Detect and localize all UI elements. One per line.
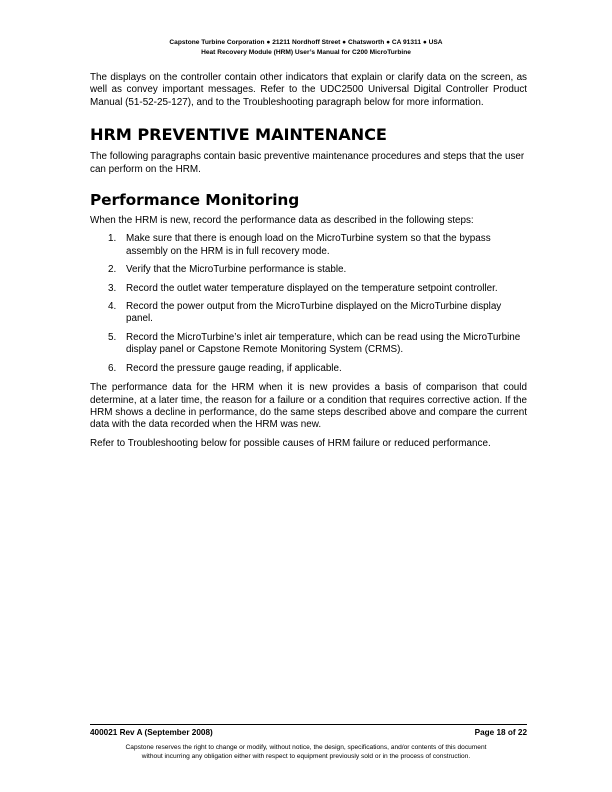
page-content [90, 72, 527, 450]
page-header [0, 38, 612, 57]
step-text: Verify that the MicroTurbine performance is stable. [126, 264, 347, 276]
step-text: Make sure that there is enough load on the MicroTurbine system so that the bypass assembly on the HRM is in full recovery mode. [126, 233, 491, 257]
step-text: Record the pressure gauge reading, if applicable. [126, 362, 342, 374]
step-text: Record the power output from the MicroTurbine displayed on the MicroTurbine display panel. [126, 301, 502, 325]
disclaimer-line: Capstone reserves the right to change or modify, without notice, the design, specifications, and/or contents of this document [125, 744, 487, 751]
step-item [90, 283, 527, 295]
step-number: 4. [108, 301, 117, 313]
step-number: 1. [108, 233, 117, 245]
step-item [90, 332, 527, 357]
footer-disclaimer [0, 743, 612, 761]
step-number: 3. [108, 282, 117, 294]
steps-list [90, 233, 527, 375]
section-heading: HRM PREVENTIVE MAINTENANCE [90, 125, 387, 145]
footer-divider [90, 724, 527, 725]
page-footer [90, 728, 527, 738]
section-description: The following paragraphs contain basic preventive maintenance procedures and steps that the user can perform on the HRM. [90, 151, 525, 175]
subsection-lead: When the HRM is new, record the performance data as described in the following steps: [90, 215, 474, 227]
step-number: 5. [108, 331, 117, 343]
disclaimer-line: without incurring any obligation either with respect to equipment previously sold or in the process of construction. [141, 753, 471, 760]
performance-paragraph: The performance data for the HRM when it is new provides a basis of comparison that could determine, at a later time, the reason for a failure or a condition that requires corrective action. If the HRM shows a decline in performance, do the same steps described above and compare the current data with the data recorded when the HRM was new. [90, 382, 527, 431]
step-text: Record the outlet water temperature displayed on the temperature setpoint controller. [126, 282, 498, 294]
subsection-heading: Performance Monitoring [90, 191, 300, 210]
step-number: 2. [108, 264, 117, 276]
intro-paragraph: The displays on the controller contain other indicators that explain or clarify data on the screen, as well as convey important messages. Refer to the UDC2500 Universal Digital Controller Product Manual (51-52-25-127), and to the Troubleshooting paragraph below for more information. [90, 72, 527, 108]
step-text: Record the MicroTurbine’s inlet air temperature, which can be read using the MicroTurbine display panel or Capstone Remote Monitoring System (CRMS). [126, 331, 521, 356]
closing-paragraph: Refer to Troubleshooting below for possible causes of HRM failure or reduced performance. [90, 437, 491, 449]
header-manual-title: Heat Recovery Module (HRM) User’s Manual for C200 MicroTurbine [201, 48, 411, 56]
page-number: Page 18 of 22 [474, 728, 527, 737]
step-item [90, 233, 527, 258]
header-address: Capstone Turbine Corporation ● 21211 Nordhoff Street ● Chatsworth ● CA 91311 ● USA [169, 39, 443, 46]
step-number: 6. [108, 362, 117, 374]
step-item [90, 264, 527, 276]
document-id: 400021 Rev A (September 2008) [90, 728, 213, 737]
step-item [90, 363, 527, 375]
step-item [90, 301, 527, 326]
